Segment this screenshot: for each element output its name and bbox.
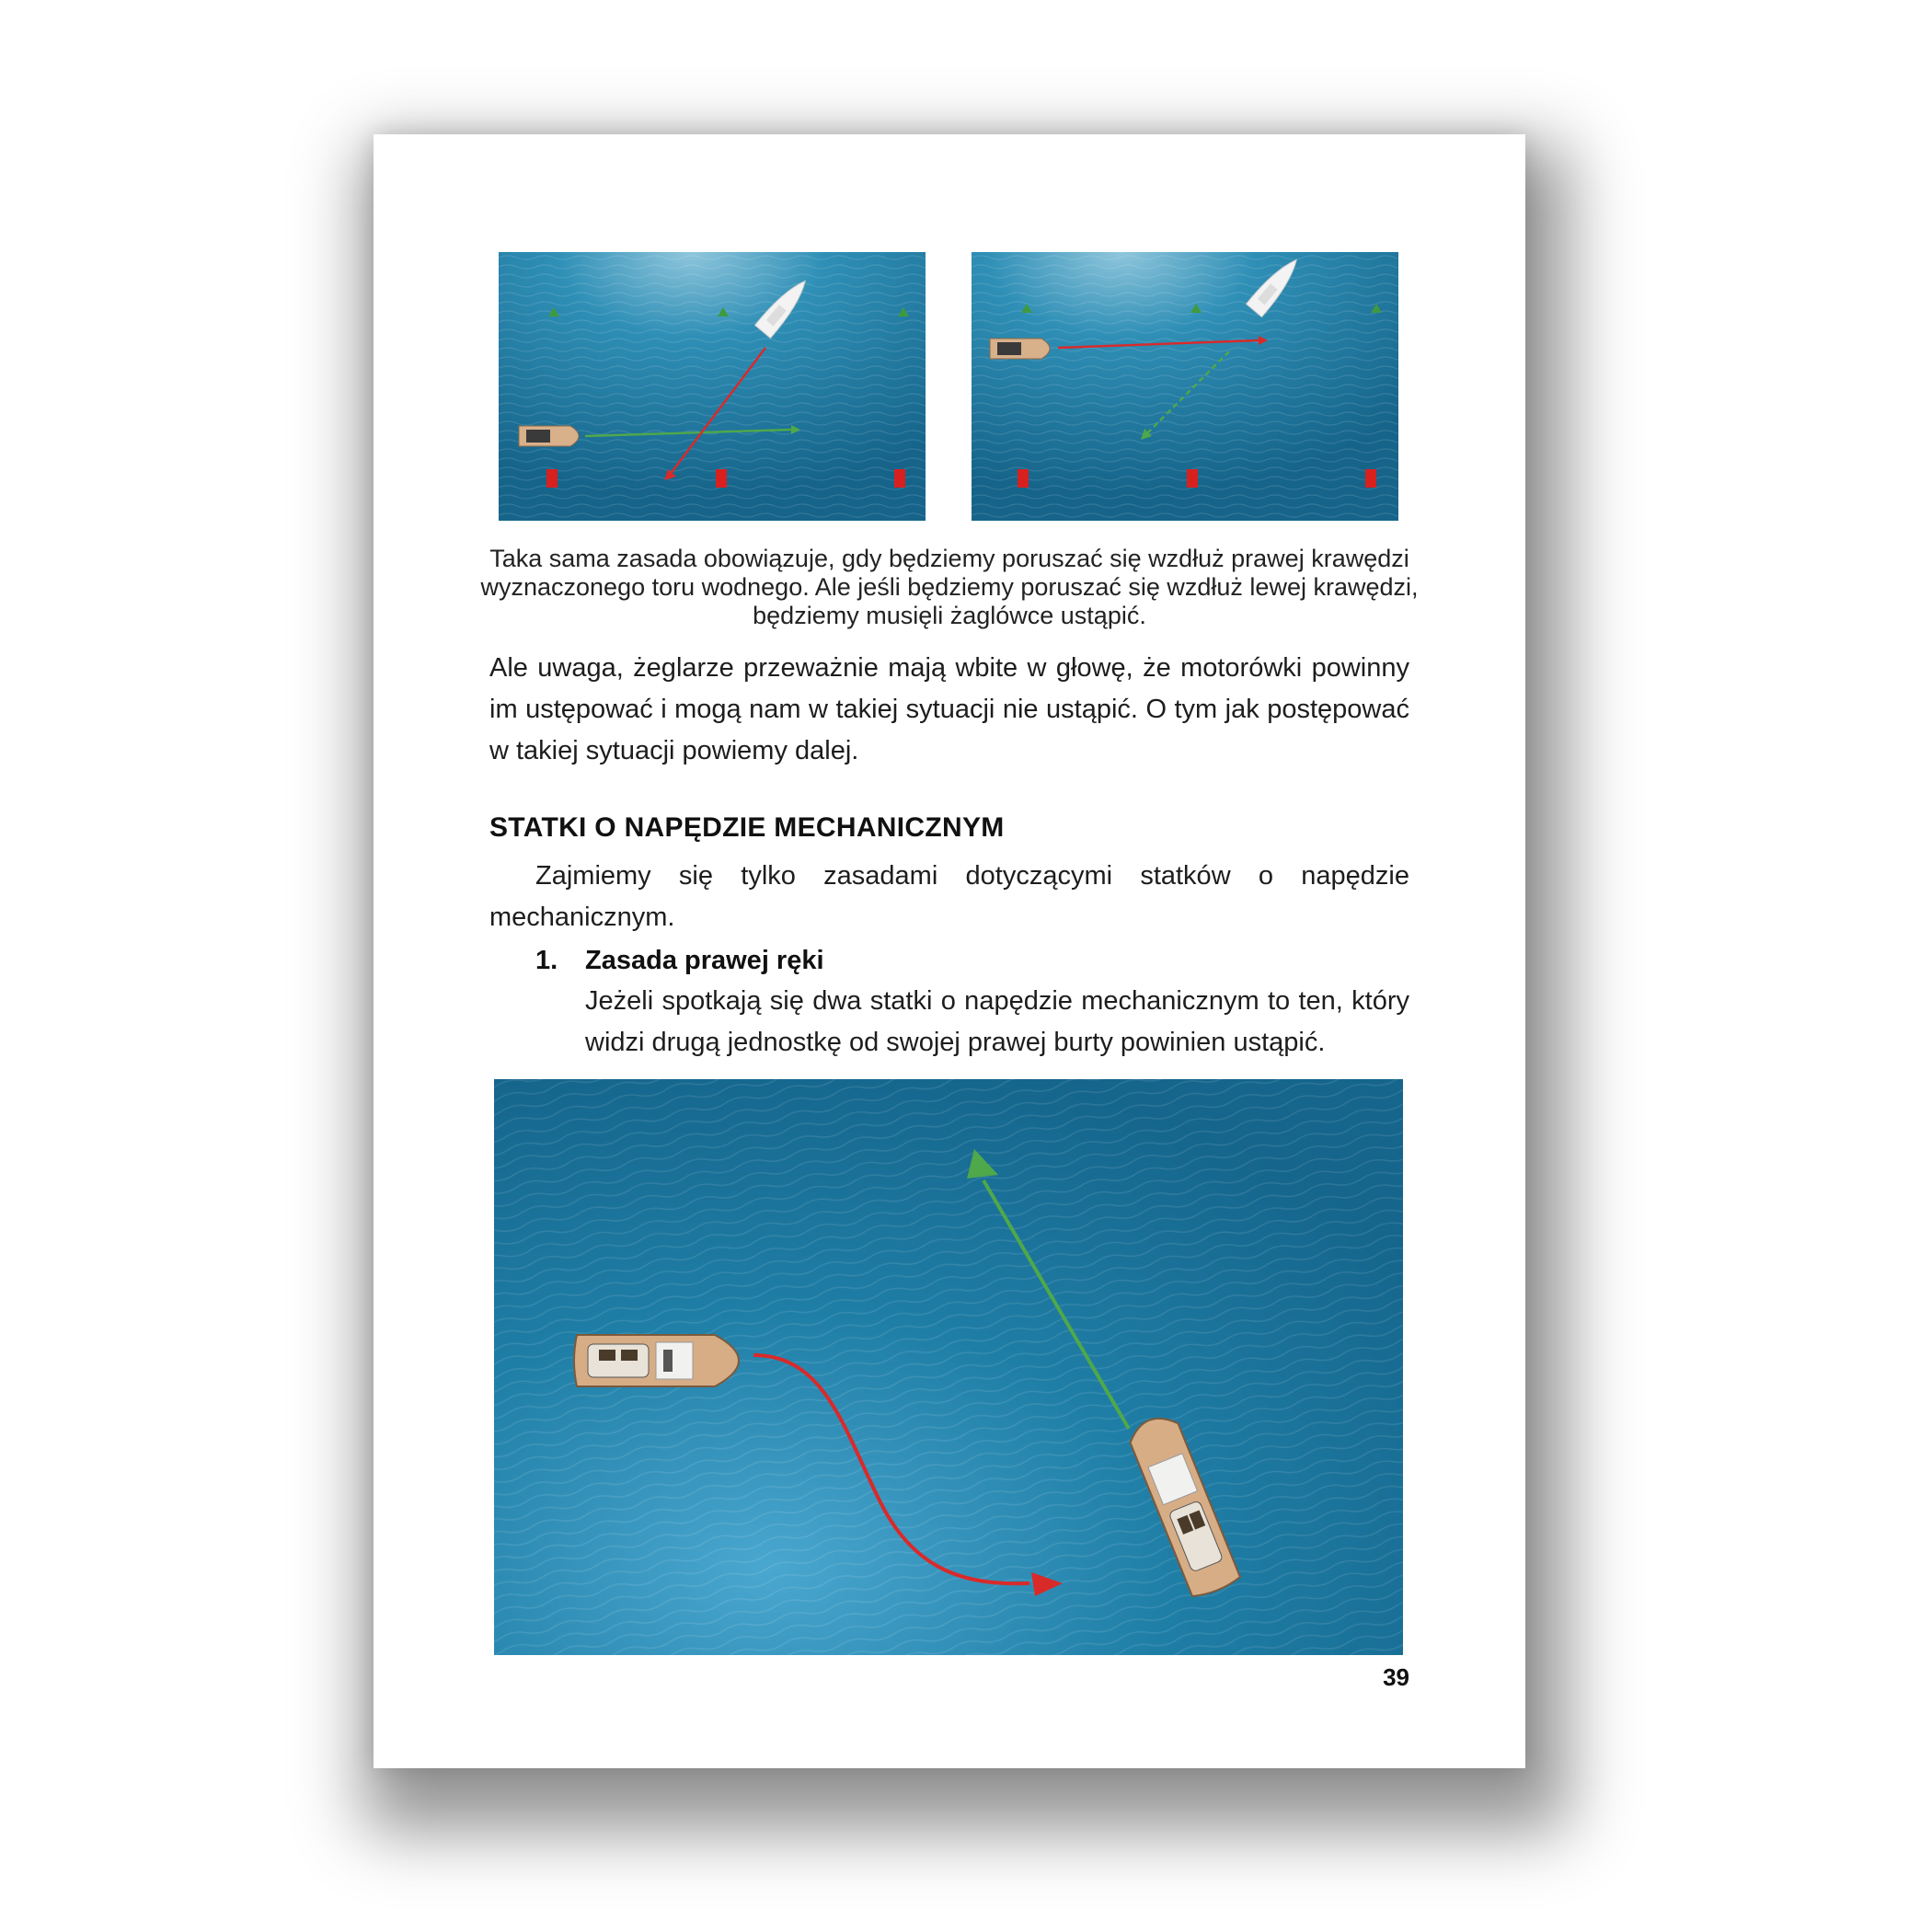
list-item-title: Zasada prawej ręki [585, 946, 824, 975]
section-intro: Zajmiemy się tylko zasadami dotyczącymi statków o napędzie mechanicznym. [489, 861, 1409, 932]
list-item-number: 1. [535, 946, 558, 975]
figure-caption: Taka sama zasada obowiązuje, gdy będziemy poruszać się wzdłuż prawej krawędzi wyznaczonego toru wodnego. Ale jeśli będziemy poruszać się wzdłuż lewej krawędzi, będziemy musięli żaglówce ustąpić. [480, 545, 1419, 629]
motorboat-icon [519, 426, 579, 446]
red-buoy-icon [716, 469, 727, 488]
diagram-right-photo [972, 252, 1398, 521]
red-buoy-icon [1018, 469, 1029, 488]
right-hand-rule-photo [494, 1079, 1403, 1655]
page-number: 39 [1383, 1663, 1409, 1691]
diagram-left-photo [499, 252, 926, 521]
paragraph: Ale uwaga, żeglarze przeważnie mają wbite w głowę, że motorówki powinny im ustępować i mogą nam w takiej sytuacji nie ustąpić. O tym jak postępować w takiej sytuacji powiemy dalej. [489, 653, 1409, 765]
red-buoy-icon [546, 469, 558, 488]
red-buoy-icon [894, 469, 905, 488]
red-buoy-icon [1365, 469, 1376, 488]
motorboat-icon [574, 1335, 739, 1386]
list-item-text: Jeżeli spotkają się dwa statki o napędzie mechanicznym to ten, który widzi drugą jednostkę od swojej prawej burty powinien ustąpić. [585, 986, 1409, 1057]
section-heading: STATKI O NAPĘDZIE MECHANICZNYM [489, 812, 1005, 843]
red-buoy-icon [1187, 469, 1198, 488]
book-page [374, 134, 1525, 1768]
motorboat-icon [990, 339, 1050, 359]
